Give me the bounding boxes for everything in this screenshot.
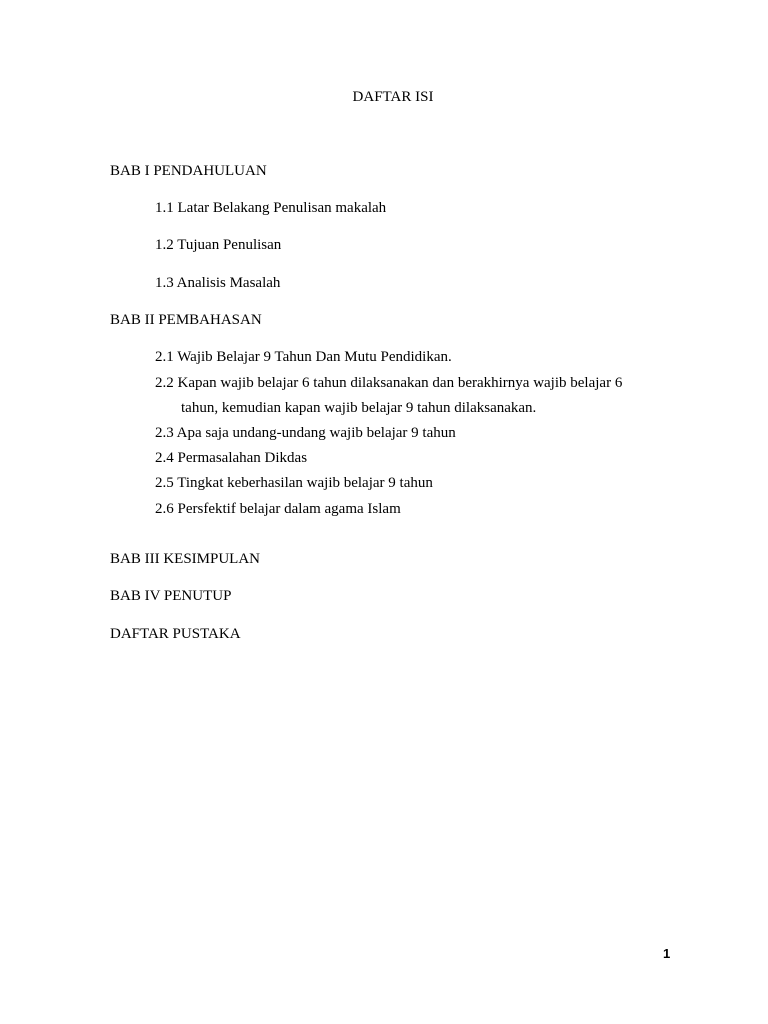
toc-item-2-1: 2.1 Wajib Belajar 9 Tahun Dan Mutu Pendidikan.	[155, 349, 452, 365]
toc-item-2-3: 2.3 Apa saja undang-undang wajib belajar 9 tahun	[155, 425, 456, 441]
toc-bab-1: BAB I PENDAHULUAN	[110, 163, 267, 179]
toc-item-1-3: 1.3 Analisis Masalah	[155, 275, 281, 291]
toc-item-2-2-continued: tahun, kemudian kapan wajib belajar 9 tahun dilaksanakan.	[181, 400, 537, 416]
page-title: DAFTAR ISI	[352, 89, 434, 105]
toc-bab-2: BAB II PEMBAHASAN	[110, 312, 262, 328]
toc-item-2-5: 2.5 Tingkat keberhasilan wajib belajar 9 tahun	[155, 475, 433, 491]
toc-bab-4: BAB IV PENUTUP	[110, 588, 232, 604]
toc-item-1-2: 1.2 Tujuan Penulisan	[155, 237, 282, 253]
toc-item-1-1: 1.1 Latar Belakang Penulisan makalah	[155, 200, 387, 216]
toc-bab-3: BAB III KESIMPULAN	[110, 551, 260, 567]
toc-daftar-pustaka: DAFTAR PUSTAKA	[110, 626, 241, 642]
toc-item-2-6: 2.6 Persfektif belajar dalam agama Islam	[155, 501, 401, 517]
toc-item-2-4: 2.4 Permasalahan Dikdas	[155, 450, 308, 466]
toc-item-2-2: 2.2 Kapan wajib belajar 6 tahun dilaksanakan dan berakhirnya wajib belajar 6	[155, 375, 623, 391]
page-number: 1	[663, 946, 671, 961]
